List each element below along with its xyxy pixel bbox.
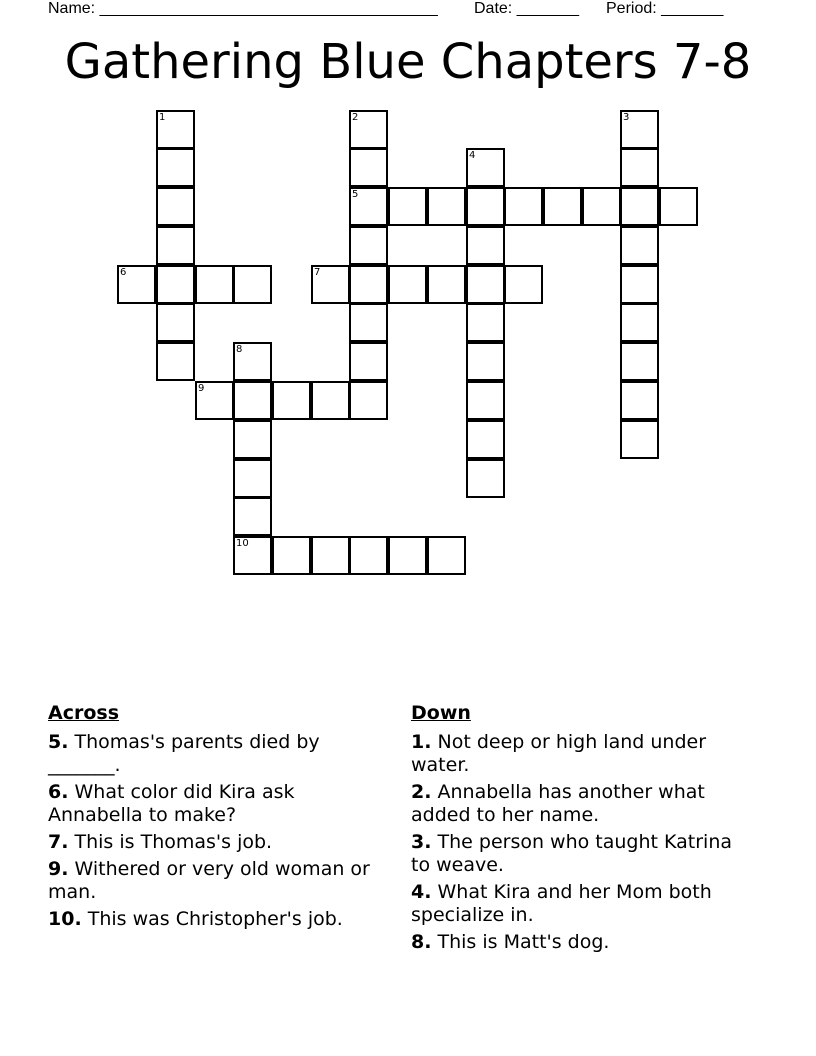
clue-number: 10 <box>236 538 249 549</box>
crossword-cell[interactable] <box>466 459 505 498</box>
clue-item <box>411 781 756 827</box>
crossword-cell[interactable] <box>233 536 272 575</box>
clue-text: This is Thomas's job. <box>74 831 273 853</box>
clue-item <box>48 831 388 854</box>
clue-number: 8. <box>411 931 432 953</box>
crossword-cell[interactable] <box>620 187 659 226</box>
crossword-cell[interactable] <box>311 265 350 304</box>
crossword-cell[interactable] <box>466 303 505 342</box>
crossword-cell[interactable] <box>195 381 234 420</box>
crossword-cell[interactable] <box>620 148 659 187</box>
crossword-cell[interactable] <box>311 536 350 575</box>
crossword-cell[interactable] <box>233 342 272 381</box>
crossword-cell[interactable] <box>466 342 505 381</box>
clue-number: 6 <box>120 267 127 278</box>
date-field[interactable]: Date: _______ <box>474 0 579 17</box>
crossword-cell[interactable] <box>620 265 659 304</box>
clue-number: 4. <box>411 881 432 903</box>
clue-item <box>48 858 388 904</box>
crossword-cell[interactable] <box>543 187 582 226</box>
clue-text: What Kira and her Mom both specialize in. <box>411 881 712 926</box>
clue-number: 2. <box>411 781 432 803</box>
crossword-cell[interactable] <box>156 265 195 304</box>
clue-item <box>48 781 388 827</box>
clue-number: 5. <box>48 731 69 753</box>
crossword-cell[interactable] <box>349 381 388 420</box>
period-field[interactable]: Period: _______ <box>606 0 724 17</box>
clue-text: What color did Kira ask Annabella to make? <box>48 781 295 826</box>
crossword-cell[interactable] <box>388 187 427 226</box>
clue-item <box>411 881 756 927</box>
clue-number: 1 <box>159 112 166 123</box>
crossword-cell[interactable] <box>233 459 272 498</box>
clue-number: 4 <box>469 150 476 161</box>
crossword-cell[interactable] <box>156 342 195 381</box>
crossword-cell[interactable] <box>272 536 311 575</box>
crossword-cell[interactable] <box>620 110 659 149</box>
crossword-cell[interactable] <box>349 226 388 265</box>
clue-number: 7. <box>48 831 69 853</box>
crossword-cell[interactable] <box>620 420 659 459</box>
crossword-cell[interactable] <box>349 148 388 187</box>
crossword-cell[interactable] <box>349 265 388 304</box>
across-clues <box>48 702 388 935</box>
crossword-cell[interactable] <box>427 536 466 575</box>
crossword-cell[interactable] <box>388 536 427 575</box>
crossword-cell[interactable] <box>349 342 388 381</box>
crossword-cell[interactable] <box>233 381 272 420</box>
clue-item <box>411 931 756 954</box>
clue-number: 10. <box>48 908 82 930</box>
clue-text: This is Matt's dog. <box>437 931 610 953</box>
crossword-cell[interactable] <box>466 265 505 304</box>
clue-item <box>48 731 388 777</box>
crossword-cell[interactable] <box>620 342 659 381</box>
clue-number: 7 <box>314 267 321 278</box>
clue-number: 9. <box>48 858 69 880</box>
crossword-cell[interactable] <box>156 187 195 226</box>
clue-text: Withered or very old woman or man. <box>48 858 370 903</box>
crossword-cell[interactable] <box>659 187 698 226</box>
crossword-cell[interactable] <box>582 187 621 226</box>
crossword-cell[interactable] <box>233 497 272 536</box>
crossword-cell[interactable] <box>349 536 388 575</box>
crossword-cell[interactable] <box>349 110 388 149</box>
crossword-cell[interactable] <box>466 420 505 459</box>
crossword-cell[interactable] <box>272 381 311 420</box>
crossword-cell[interactable] <box>156 303 195 342</box>
clue-text: Annabella has another what added to her name. <box>411 781 705 826</box>
name-field[interactable]: Name: ______________________________________ <box>48 0 438 17</box>
down-clues <box>411 702 756 958</box>
crossword-cell[interactable] <box>620 381 659 420</box>
crossword-cell[interactable] <box>233 420 272 459</box>
clue-number: 8 <box>236 344 243 355</box>
crossword-cell[interactable] <box>156 226 195 265</box>
clue-text: The person who taught Katrina to weave. <box>411 831 733 876</box>
crossword-cell[interactable] <box>233 265 272 304</box>
clue-item <box>411 731 756 777</box>
page-title: Gathering Blue Chapters 7-8 <box>64 34 752 90</box>
clue-number: 6. <box>48 781 69 803</box>
crossword-cell[interactable] <box>466 226 505 265</box>
crossword-cell[interactable] <box>466 381 505 420</box>
crossword-cell[interactable] <box>195 265 234 304</box>
crossword-cell[interactable] <box>117 265 156 304</box>
crossword-cell[interactable] <box>388 265 427 304</box>
across-heading: Across <box>48 702 120 724</box>
crossword-cell[interactable] <box>620 303 659 342</box>
crossword-cell[interactable] <box>504 187 543 226</box>
crossword-cell[interactable] <box>504 265 543 304</box>
clue-text: Thomas's parents died by _______. <box>48 731 320 776</box>
clue-number: 1. <box>411 731 432 753</box>
crossword-cell[interactable] <box>349 187 388 226</box>
crossword-cell[interactable] <box>156 148 195 187</box>
crossword-cell[interactable] <box>311 381 350 420</box>
crossword-cell[interactable] <box>466 187 505 226</box>
crossword-cell[interactable] <box>427 187 466 226</box>
crossword-cell[interactable] <box>427 265 466 304</box>
down-heading: Down <box>411 702 471 724</box>
clue-item <box>411 831 756 877</box>
clue-number: 9 <box>198 383 205 394</box>
clue-text: Not deep or high land under water. <box>411 731 707 776</box>
clue-number: 3. <box>411 831 432 853</box>
crossword-cell[interactable] <box>156 110 195 149</box>
clue-text: This was Christopher's job. <box>87 908 343 930</box>
clue-number: 5 <box>352 189 359 200</box>
clue-item <box>48 908 388 931</box>
clue-number: 3 <box>623 112 630 123</box>
crossword-cell[interactable] <box>466 148 505 187</box>
clue-number: 2 <box>352 112 359 123</box>
crossword-cell[interactable] <box>349 303 388 342</box>
crossword-cell[interactable] <box>620 226 659 265</box>
